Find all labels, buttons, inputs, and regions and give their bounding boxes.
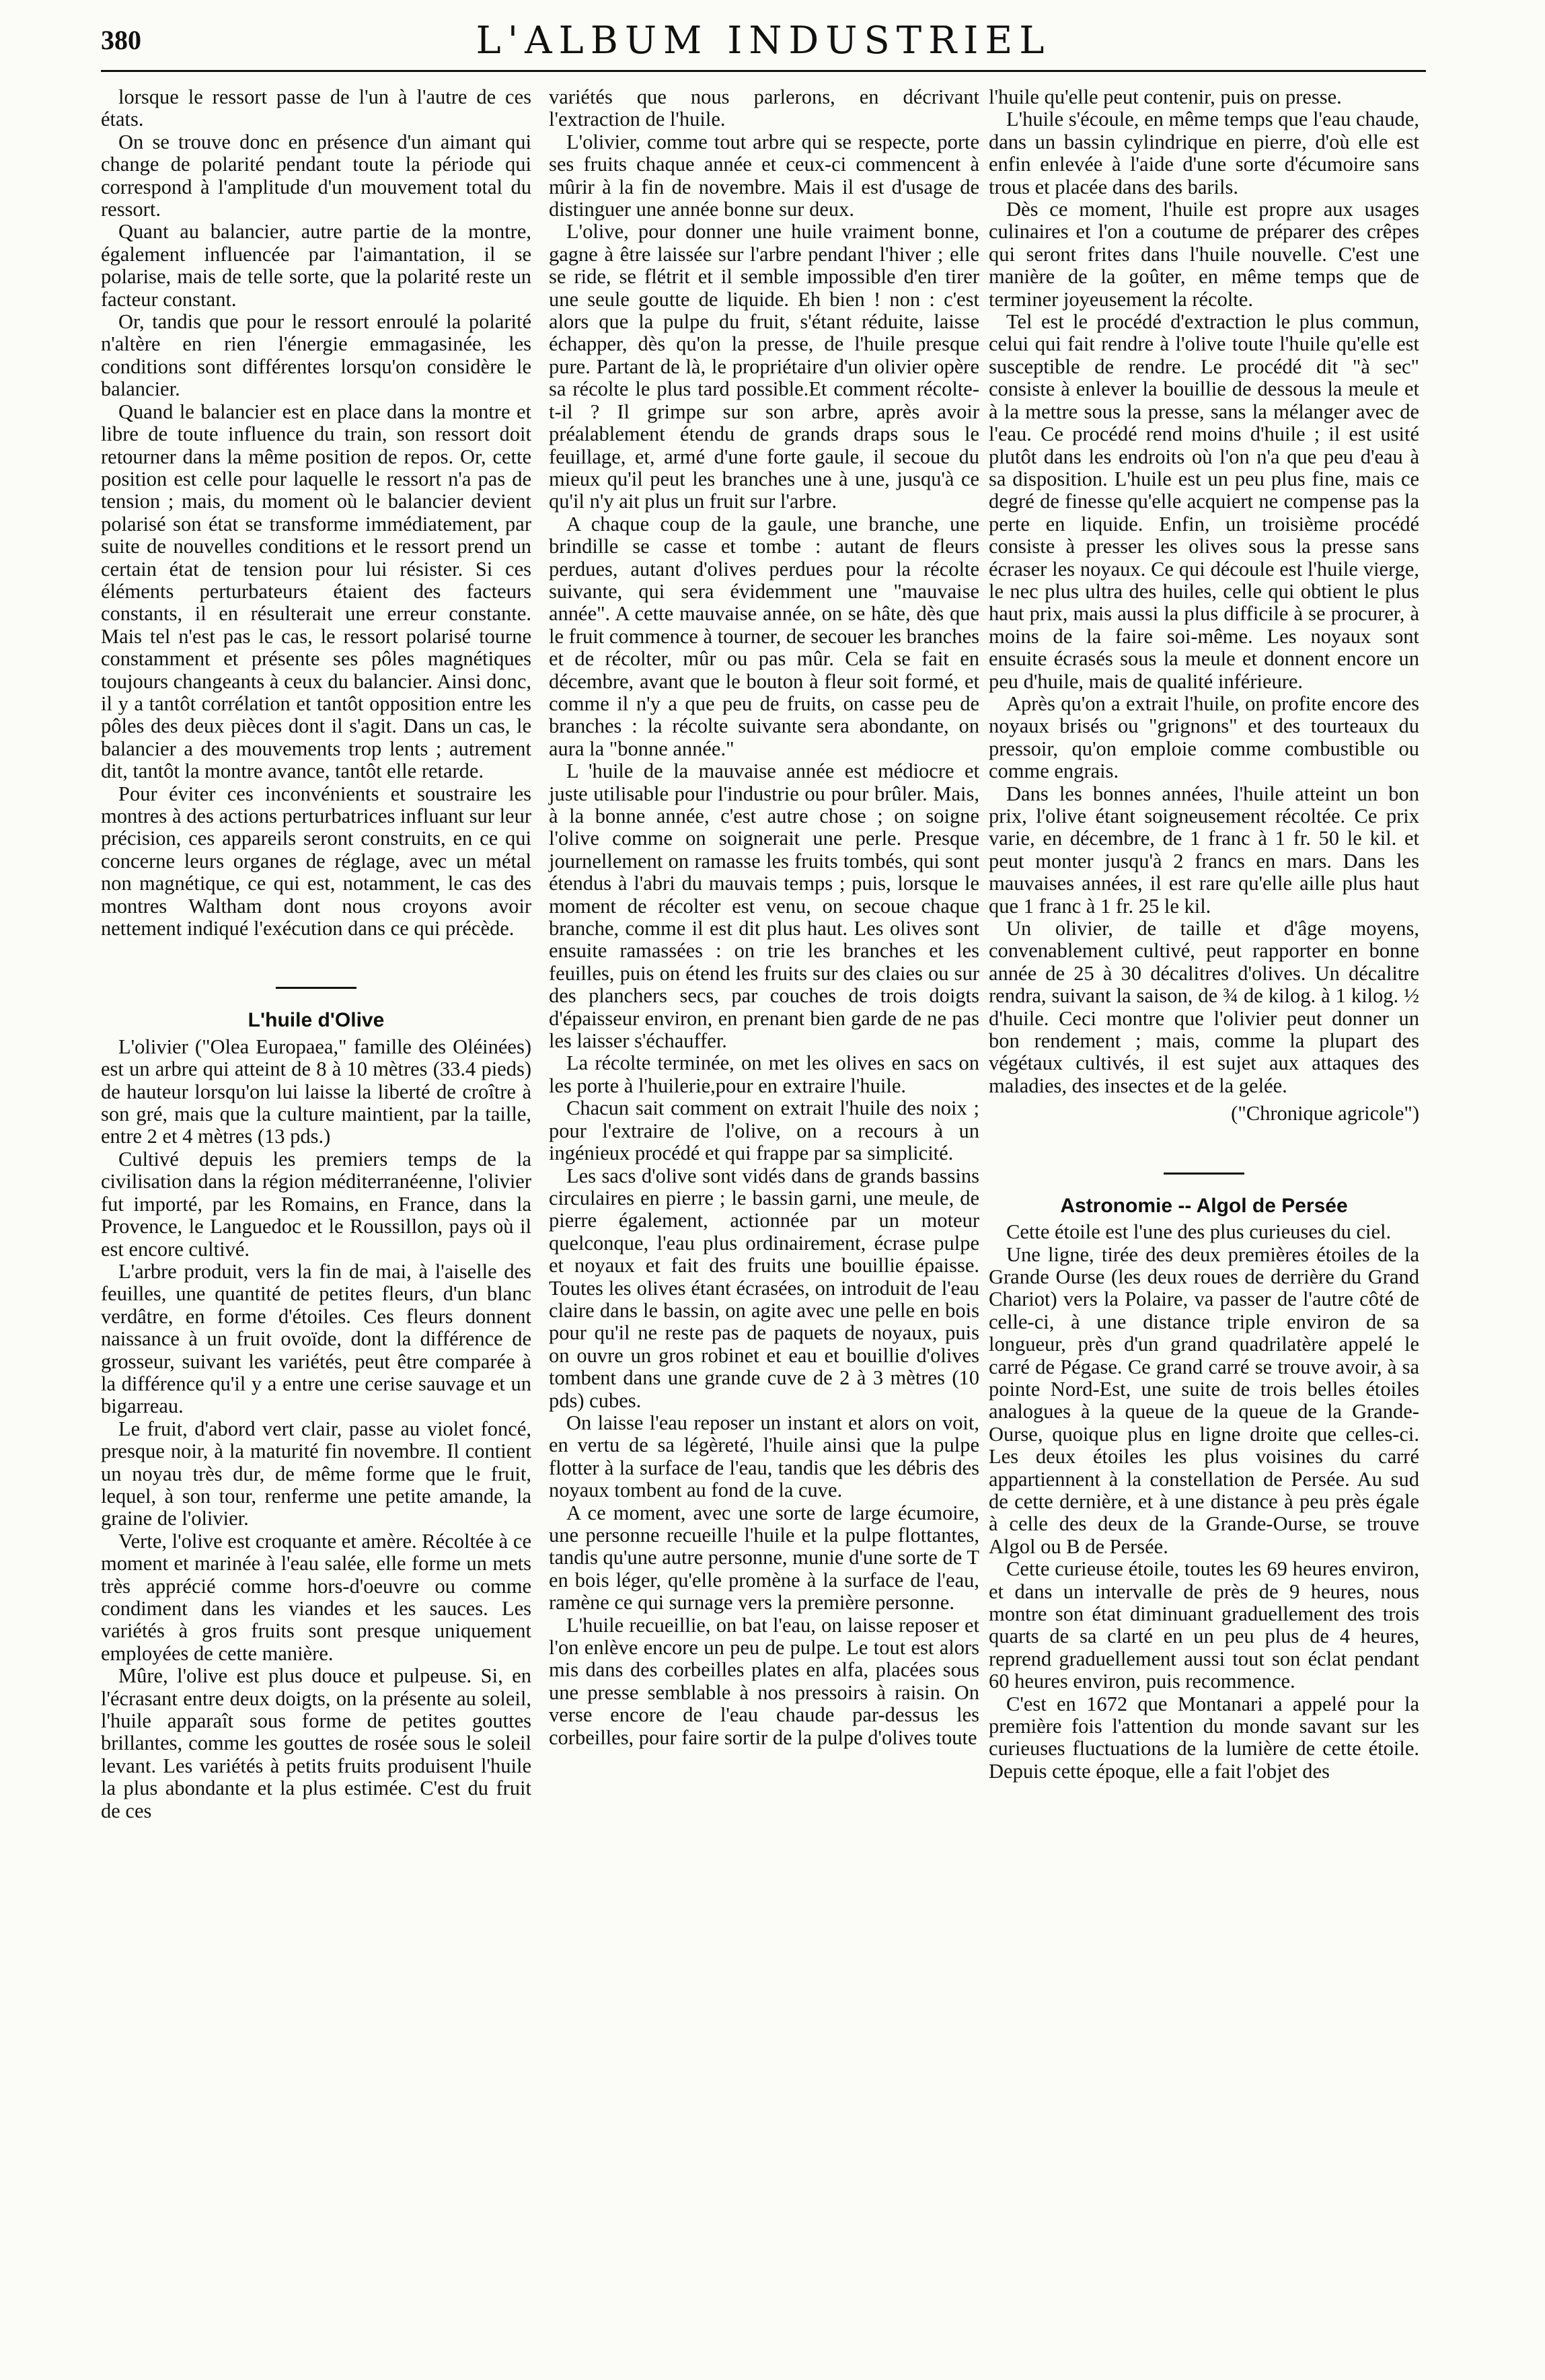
section-separator — [1164, 1173, 1244, 1175]
paragraph: L'arbre produit, vers la fin de mai, à l'aiselle des feuilles, une quantité de petites fleurs, d'un blanc verdâtre, en forme d'étoiles. Ces fleurs donnent naissance à un fruit ovoïde, dont la différence de grosseur, suivant les variétés, peut être comparée à la différence qu'il y a entre une cerise sauvage et un bigarreau. — [101, 1259, 531, 1418]
paragraph: Mûre, l'olive est plus douce et pulpeuse. Si, en l'écrasant entre deux doigts, on la présente au soleil, l'huile apparaît sous forme de petites gouttes brillantes, comme les gouttes de rosée sous le soleil levant. Les variétés à petits fruits produisent l'huile la plus abondante et la plus estimée. C'est du fruit de ces — [101, 1664, 531, 1822]
paragraph: Cultivé depuis les premiers temps de la civilisation dans la région méditerranéenne, l'olivier fut importé, par les Romains, en France, dans la Provence, le Languedoc et le Roussillon, pays où il est encore cultivé. — [101, 1147, 531, 1261]
page-number: 380 — [101, 25, 141, 55]
source-credit: ("Chronique agricole") — [1231, 1102, 1419, 1125]
paragraph: La récolte terminée, on met les olives en sacs on les porte à l'huilerie,pour en extraire l'huile. — [549, 1051, 979, 1097]
column-1 — [101, 86, 531, 1822]
paragraph: Cette étoile est l'une des plus curieuses du ciel. — [1006, 1220, 1392, 1244]
paragraph: Chacun sait comment on extrait l'huile des noix ; pour l'extraire de l'olive, on a recours à un ingénieux procédé et qui frappe par sa simplicité. — [549, 1096, 979, 1165]
paragraph: L'olive, pour donner une huile vraiment bonne, gagne à être laissée sur l'arbre pendant l'hiver ; elle se ride, se flétrit et il semble impossible d'en tirer une seule goutte de liquide. Eh bien ! non : c'est alors que la pulpe du fruit, s'étant réduite, laisse échapper, dès qu'on la presse, de l'huile presque pure. Partant de là, le propriétaire d'un olivier opère sa récolte le plus tard possible.Et comment récolte-t-il ? Il grimpe sur son arbre, après avoir préalablement étendu de grands draps sous le feuillage, et, armé d'une forte gaule, il secoue du mieux qu'il peut les branches une à une, jusqu'à ce qu'il n'y ait plus un fruit sur l'arbre. — [549, 220, 979, 513]
paragraph: Les sacs d'olive sont vidés dans de grands bassins circulaires en pierre ; le bassin garni, une meule, de pierre également, actionnée par un moteur quelconque, l'eau plus ordinairement, écrase pulpe et noyaux et fait des fruits une bouillie épaisse. Toutes les olives étant écrasées, on introduit de l'eau claire dans le bassin, on agite avec une pelle en bois pour qu'il ne reste pas de paquets de noyaux, puis on ouvre un gros robinet et eau et bouillie d'olives tombent dans une grande cuve de 2 à 3 mètres (10 pds) cubes. — [549, 1164, 979, 1412]
paragraph: Cette curieuse étoile, toutes les 69 heures environ, et dans un intervalle de près de 9 heures, nous montre son état diminuant graduellement des trois quarts de sa clarté en un peu plus de 4 heures, reprend graduellement aussi tout son éclat pendant 60 heures environ, puis recommence. — [989, 1557, 1419, 1693]
paragraph: Dans les bonnes années, l'huile atteint un bon prix, l'olive étant soigneusement récoltée. Ce prix varie, en décembre, de 1 franc à 1 fr. 50 le kil. et peut monter jusqu'à 2 francs en mars. Dans les mauvaises années, il est rare qu'elle aille plus haut que 1 franc à 1 fr. 25 le kil. — [989, 782, 1419, 918]
header-rule — [101, 70, 1426, 72]
running-head: L'ALBUM INDUSTRIEL — [476, 19, 1051, 63]
article-title: Astronomie -- Algol de Persée — [1060, 1194, 1348, 1217]
column-3 — [989, 86, 1419, 1783]
paragraph: l'huile qu'elle peut contenir, puis on presse. — [989, 85, 1342, 108]
paragraph: L'huile s'écoule, en même temps que l'eau chaude, dans un bassin cylindrique en pierre, d'où elle est enfin enlevée à l'aide d'une sorte d'écumoire sans trous et placée dans des barils. — [989, 108, 1419, 198]
section-separator — [276, 987, 356, 989]
article-title: L'huile d'Olive — [248, 1009, 385, 1032]
paragraph: L'huile recueillie, on bat l'eau, on laisse reposer et l'on enlève encore un peu de pulpe. Le tout est alors mis dans des corbeilles plates en alfa, placées sous une presse semblable à nos pressoirs à raisin. On verse encore de l'eau chaude par-dessus les corbeilles, pour faire sortir de la pulpe d'olives toute — [549, 1613, 979, 1749]
paragraph: Une ligne, tirée des deux premières étoiles de la Grande Ourse (les deux roues de derrière du Grand Chariot) vers la Polaire, va passer de l'autre côté de celle-ci, à une distance triple environ de sa longueur, près d'un grand quadrilatère appelé le carré de Pégase. Ce grand carré se trouve avoir, à sa pointe Nord-Est, une suite de trois belles étoiles analogues à la queue de la queue de la Grande-Ourse, quoique plus en ligne droite que celles-ci. Les deux étoiles les plus voisines du carré appartiennent à la constellation de Persée. Au sud de cette dernière, et à une distance à peu près égale à celle des deux de la Grande-Ourse, se trouve Algol ou B de Persée. — [989, 1242, 1419, 1558]
paragraph: L'olivier, comme tout arbre qui se respecte, porte ses fruits chaque année et ceux-ci commencent à mûrir à la fin de novembre. Mais il est d'usage de distinguer une année bonne sur deux. — [549, 130, 979, 221]
paragraph: Quand le balancier est en place dans la montre et libre de toute influence du train, son ressort doit retourner dans la même position de repos. Or, cette position est celle pour laquelle le ressort n'a pas de tension ; mais, du moment où le balancier devient polarisé son état se transforme immédiatement, par suite de nouvelles conditions et le ressort prend un certain état de tension pour lui résister. Si ces éléments perturbateurs étaient des facteurs constants, il en résulterait une erreur constante. Mais tel n'est pas le cas, le ressort polarisé tourne constamment et présente ses pôles magnétiques toujours changeants à ceux du balancier. Ainsi donc, il y a tantôt corrélation et tantôt opposition entre les pôles des deux pièces dont il s'agit. Dans un cas, le balancier a des mouvements trop lents ; autrement dit, tantôt la montre avance, tantôt elle retarde. — [101, 400, 531, 783]
paragraph: Dès ce moment, l'huile est propre aux usages culinaires et l'on a coutume de préparer des crêpes qui seront frites dans l'huile nouvelle. C'est une manière de la goûter, en même temps que de terminer joyeusement la récolte. — [989, 198, 1419, 311]
paragraph: L 'huile de la mauvaise année est médiocre et juste utilisable pour l'industrie ou pour brûler. Mais, à la bonne année, c'est autre chose ; on soigne l'olive comme on soignerait une perle. Presque journellement on ramasse les fruits tombés, qui sont étendus à l'abri du mauvais temps ; puis, lorsque le moment de récolter est venu, on secoue chaque branche, comme il est dit plus haut. Les olives sont ensuite ramassées : on trie les branches et les feuilles, puis on étend les fruits sur des claies ou sur des planchers secs, par couches de trois doigts d'épaisseur environ, en prenant bien garde de ne pas les laisser s'échauffer. — [549, 759, 979, 1053]
paragraph: Quant au balancier, autre partie de la montre, également influencée par l'aimantation, il se polarise, mais de telle sorte, que la polarité reste un facteur constant. — [101, 220, 531, 311]
paragraph: A ce moment, avec une sorte de large écumoire, une personne recueille l'huile et la pulpe flottantes, tandis qu'une autre personne, munie d'une sorte de T en bois léger, qu'elle promène à la surface de l'eau, ramène ce qui surnage vers la première personne. — [549, 1501, 979, 1614]
paragraph: L'olivier ("Olea Europaea," famille des Oléinées) est un arbre qui atteint de 8 à 10 mètres (33.4 pieds) de hauteur lorsqu'on lui laisse la liberté de croître à son gré, mais que la culture maintient, par la taille, entre 2 et 4 mètres (13 pds.) — [101, 1035, 531, 1148]
paragraph: Or, tandis que pour le ressort enroulé la polarité n'altère en rien l'énergie emmagasinée, les conditions sont différentes lorsqu'on considère le balancier. — [101, 310, 531, 401]
page-header — [101, 19, 1426, 66]
paragraph: Après qu'on a extrait l'huile, on profite encore des noyaux brisés ou "grignons" et des tourteaux du pressoir, qu'on emploie comme combustible ou comme engrais. — [989, 692, 1419, 783]
paragraph: On se trouve donc en présence d'un aimant qui change de polarité pendant toute la période qui correspond à l'amplitude d'un mouvement total du ressort. — [101, 130, 531, 221]
paragraph: Pour éviter ces inconvénients et soustraire les montres à des actions perturbatrices influant sur leur précision, ces appareils seront construits, en ce qui concerne leurs organes de réglage, avec un métal non magnétique, ce qui est, notamment, le cas des montres Waltham dont nous croyons avoir nettement indiqué l'exécution dans ce qui précède. — [101, 782, 531, 940]
paragraph: Tel est le procédé d'extraction le plus commun, celui qui fait rendre à l'olive toute l'huile qu'elle est susceptible de rendre. Le procédé dit "à sec" consiste à enlever la bouillie de dessous la meule et à la mettre sous la presse, sans la mélanger avec de l'eau. Ce procédé rend moins d'huile ; il est usité plutôt dans les endroits où l'on n'a que peu d'eau à sa disposition. L'huile est un peu plus fine, mais ce degré de finesse qu'elle acquiert ne compense pas la perte en liquide. Enfin, un troisième procédé consiste à presser les olives sous la presse sans écraser les noyaux. Ce qui découle est l'huile vierge, le nec plus ultra des huiles, celle qui obtient le plus haut prix, mais aussi la plus difficile à se procurer, à moins de la faire soi-même. Les noyaux sont ensuite écrasés sous la meule et donnent encore un peu d'huile, mais de qualité inférieure. — [989, 310, 1419, 693]
paragraph: C'est en 1672 que Montanari a appelé pour la première fois l'attention du monde savant sur les curieuses fluctuations de la lumière de cette étoile. Depuis cette époque, elle a fait l'objet des — [989, 1692, 1419, 1783]
column-2 — [549, 86, 979, 1749]
paragraph: variétés que nous parlerons, en décrivant l'extraction de l'huile. — [549, 85, 979, 131]
paragraph: Verte, l'olive est croquante et amère. Récoltée à ce moment et marinée à l'eau salée, elle forme un mets très apprécié comme hors-d'oeuvre ou comme condiment dans les viandes et les sauces. Les variétés à gros fruits sont presque uniquement employées de cette manière. — [101, 1529, 531, 1665]
paragraph: Un olivier, de taille et d'âge moyens, convenablement cultivé, peut rapporter en bonne année de 25 à 30 décalitres d'olives. Un décalitre rendra, suivant la saison, de ¾ de kilog. à 1 kilog. ½ d'huile. Ceci montre que l'olivier peut donner un bon rendement ; mais, comme la plupart des végétaux cultivés, il est sujet aux attaques des maladies, des insectes et de la gelée. — [989, 917, 1419, 1097]
paragraph: lorsque le ressort passe de l'un à l'autre de ces états. — [101, 85, 531, 131]
paragraph: On laisse l'eau reposer un instant et alors on voit, en vertu de sa légèreté, l'huile ainsi que la pulpe flotter à la surface de l'eau, tandis que les débris des noyaux tombent au fond de la cuve. — [549, 1411, 979, 1502]
paragraph: Le fruit, d'abord vert clair, passe au violet foncé, presque noir, à la maturité fin novembre. Il contient un noyau très dur, de même forme que le fruit, lequel, à son tour, renferme une petite amande, la graine de l'olivier. — [101, 1417, 531, 1530]
paragraph: A chaque coup de la gaule, une branche, une brindille se casse et tombe : autant de fleurs perdues, autant d'olives perdues pour la récolte suivante, qui sera évidemment une "mauvaise année". A cette mauvaise année, on se hâte, dès que le fruit commence à tourner, de secouer les branches et de récolter, mûr ou pas mûr. Cela se fait en décembre, avant que le bouton à fleur soit formé, et comme il n'y a que peu de fruits, on casse peu de branches : la récolte suivante sera abondante, on aura la "bonne année." — [549, 512, 979, 760]
